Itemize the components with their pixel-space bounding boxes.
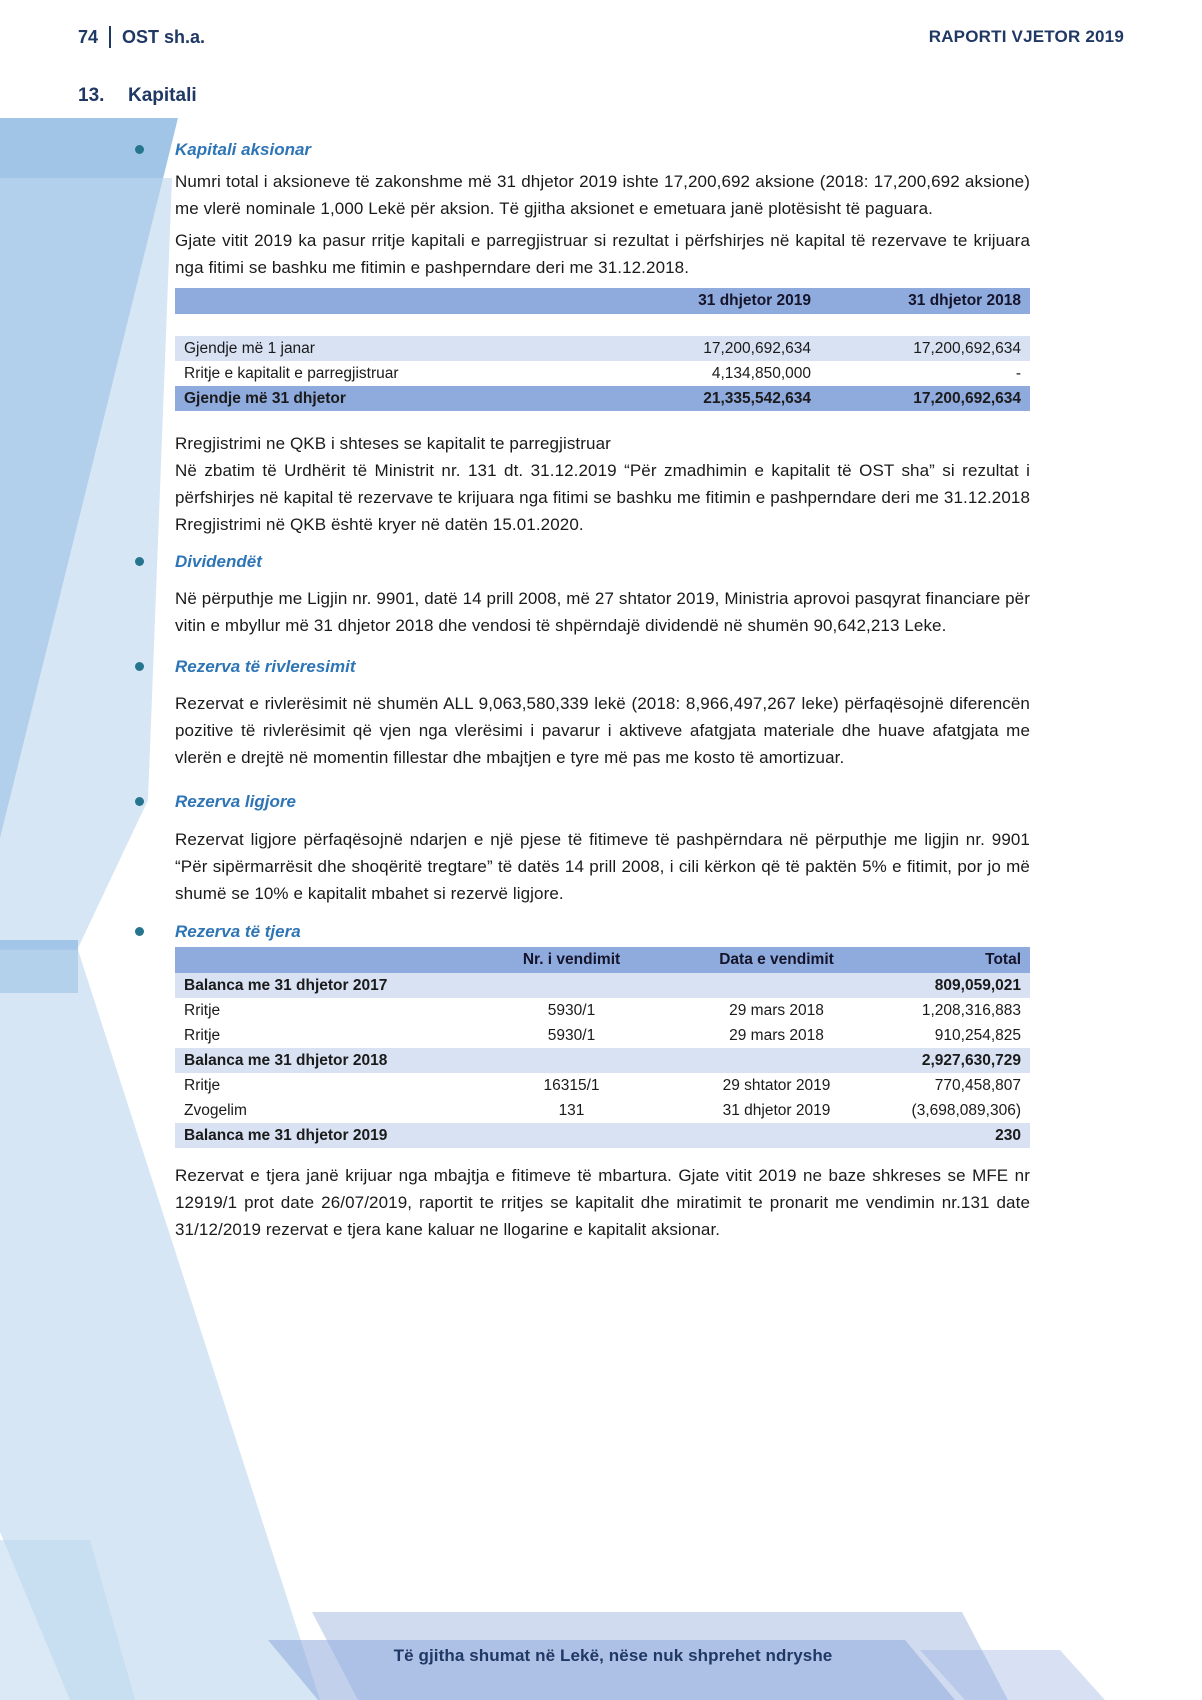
row-total: 1,208,316,883	[921, 1001, 1021, 1019]
capital-table-header-row	[175, 288, 1030, 314]
header-cell-2019: 31 dhjetor 2019	[698, 292, 811, 309]
paragraph: Rezervat ligjore përfaqësojnë ndarjen e një pjese të fitimeve të pashpërndara në përputhje me ligjin nr. 9901 “Për sipërmarrësit dhe shoqëritë tregtare” të datës 14 prill 2008, i cili kërkon që të paktën 5% e fitimit, por jo më shumë se 10% e kapitalit mbahet si rezervë ligjore.	[175, 830, 1030, 903]
bullet-icon	[135, 145, 144, 154]
paragraph: Në përputhje me Ligjin nr. 9901, datë 14 prill 2008, më 27 shtator 2019, Ministria aprovoi pasqyrat financiare për vitin e mbyllur më 31 dhjetor 2018 dhe vendosi të shpërndajë dividendë në shumën 90,642,213 Leke.	[175, 589, 1030, 635]
section-number: 13.	[78, 85, 105, 106]
table-spacer-row	[175, 314, 1030, 336]
note-title: Rregjistrimi ne QKB i shteses se kapitalit te parregjistruar	[175, 434, 611, 453]
row-date: 29 mars 2018	[729, 1026, 824, 1044]
row-label: Balanca me 31 dhjetor 2018	[184, 1051, 388, 1069]
paragraph: Rezervat e tjera janë krijuar nga mbajtja e fitimeve të mbartura. Gjate vitit 2019 ne baze shkreses se MFE nr 12919/1 prot date 26/07/2019, raportit te rritjes se kapitalit dhe miratimit te pronarit me vendimin nr.131 date 31/12/2019 rezervat e tjera kane kaluar ne llogarine e kapitalit aksionar.	[175, 1166, 1030, 1239]
section-title: Kapitali	[128, 85, 197, 106]
row-total: (3,698,089,306)	[911, 1101, 1021, 1119]
table-row	[175, 998, 1030, 1023]
row-date: 29 shtator 2019	[722, 1076, 831, 1094]
header-cell-nr: Nr. i vendimit	[522, 951, 621, 968]
row-label: Rritje	[184, 1076, 221, 1094]
row-label: Zvogelim	[184, 1101, 247, 1119]
row-total: 770,458,807	[934, 1076, 1021, 1094]
row-value-2018: 17,200,692,634	[913, 339, 1021, 357]
bullet-icon	[135, 557, 144, 566]
subsection-kapitali-aksionar	[175, 138, 1030, 160]
paragraph: Gjate vitit 2019 ka pasur rritje kapitali e parregjistruar si rezultat i përfshirjes në kapital të rezervave te krijuara nga fitimi se bashku me fitimin e pashperndare deri me 31.12.2018.	[175, 231, 1030, 277]
table-balance-row	[175, 1048, 1030, 1073]
row-nr: 131	[558, 1101, 585, 1119]
row-date: 29 mars 2018	[729, 1001, 824, 1019]
subsection-dividendet	[175, 550, 1030, 572]
row-label: Gjendje më 1 janar	[184, 339, 315, 357]
row-label: Balanca me 31 dhjetor 2019	[184, 1126, 388, 1144]
paragraph: Në zbatim të Urdhërit të Ministrit nr. 131 dt. 31.12.2019 “Për zmadhimin e kapitalit të OST sha” si rezultat i përfshirjes në kapital të rezervave te krijuara nga fitimi se bashku me fitimin e pashperndare deri me 31.12.2018 Rregjistrimi në QKB është kryer në datën 15.01.2020.	[175, 461, 1030, 534]
row-label: Rritje	[184, 1001, 221, 1019]
row-label: Rritje	[184, 1026, 221, 1044]
table-row	[175, 1098, 1030, 1123]
row-total: 2,927,630,729	[921, 1051, 1021, 1069]
row-value-2019: 17,200,692,634	[703, 339, 811, 357]
row-label: Balanca me 31 dhjetor 2017	[184, 976, 388, 994]
paragraph: Numri total i aksioneve të zakonshme më 31 dhjetor 2019 ishte 17,200,692 aksione (2018: 17,200,692 aksione) me vlerë nominale 1,000 Lekë për aksion. Të gjitha aksionet e emetuara janë plotësisht të paguara.	[175, 172, 1030, 218]
header-cell-2018: 31 dhjetor 2018	[908, 292, 1021, 309]
subsection-heading: Rezerva të tjera	[175, 921, 301, 941]
page-header-left	[78, 26, 205, 48]
company-name: OST sh.a.	[122, 26, 206, 47]
row-value-2018: 17,200,692,634	[913, 389, 1021, 407]
report-title: RAPORTI VJETOR 2019	[928, 27, 1124, 46]
header-divider	[109, 26, 111, 48]
subsection-rezerva-rivleresimit	[175, 655, 1030, 677]
row-total: 809,059,021	[934, 976, 1021, 994]
subsection-heading: Rezerva të rivleresimit	[175, 656, 356, 676]
table-row	[175, 336, 1030, 361]
row-nr: 5930/1	[547, 1026, 596, 1044]
table-balance-row	[175, 1123, 1030, 1148]
table-balance-row	[175, 973, 1030, 998]
section-heading	[78, 85, 197, 107]
reserves-table-header-row	[175, 947, 1030, 973]
capital-table	[175, 288, 1030, 411]
row-total: 910,254,825	[934, 1026, 1021, 1044]
row-total: 230	[995, 1126, 1021, 1144]
row-value-2019: 21,335,542,634	[703, 389, 811, 407]
header-cell-data: Data e vendimit	[719, 951, 834, 968]
bullet-icon	[135, 927, 144, 936]
table-row	[175, 1073, 1030, 1098]
header-cell-total: Total	[985, 951, 1021, 968]
bullet-icon	[135, 662, 144, 671]
subsection-rezerva-ligjore	[175, 790, 1030, 812]
row-value-2019: 4,134,850,000	[711, 364, 811, 382]
row-date: 31 dhjetor 2019	[722, 1101, 831, 1119]
bullet-icon	[135, 797, 144, 806]
table-row	[175, 361, 1030, 386]
page-number: 74	[78, 26, 99, 47]
reserves-table	[175, 947, 1030, 1148]
page-header	[78, 26, 1124, 48]
left-band-light-shape	[0, 178, 172, 948]
paragraph: Rezervat e rivlerësimit në shumën ALL 9,063,580,339 lekë (2018: 8,966,497,267 leke) përfaqësojnë diferencën pozitive të rivlerësimit që vjen nga vlerësimi i pavarur i aktiveve afatgjata materiale dhe huave afatgjata me vlerën e drejtë në momentin fillestar dhe mbajtjen e tyre më pas me kosto të amortizuar.	[175, 694, 1030, 767]
row-nr: 16315/1	[543, 1076, 600, 1094]
footer-note: Të gjitha shumat në Lekë, nëse nuk shprehet ndryshe	[393, 1646, 833, 1665]
table-row	[175, 1023, 1030, 1048]
row-label: Rritje e kapitalit e parregjistruar	[184, 364, 399, 382]
subsection-heading: Dividendët	[175, 551, 262, 571]
row-value-2018: -	[1015, 364, 1021, 382]
subsection-heading: Kapitali aksionar	[175, 139, 312, 159]
row-nr: 5930/1	[547, 1001, 596, 1019]
table-total-row	[175, 386, 1030, 411]
subsection-rezerva-tjera	[175, 920, 1030, 942]
main-content	[175, 118, 1030, 1243]
row-label: Gjendje më 31 dhjetor	[184, 389, 346, 407]
subsection-heading: Rezerva ligjore	[175, 791, 296, 811]
